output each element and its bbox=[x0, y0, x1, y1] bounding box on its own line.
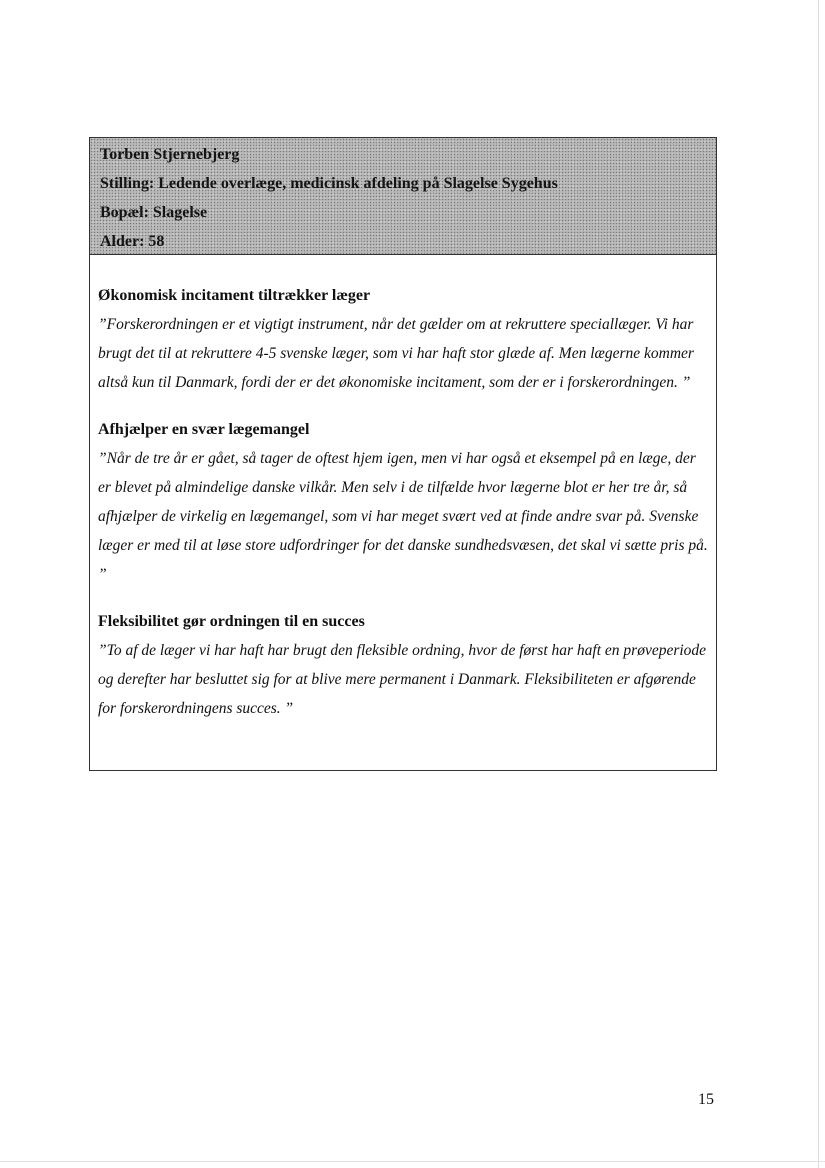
section-economic-incentive bbox=[98, 285, 708, 397]
section-heading: Afhjælper en svær lægemangel bbox=[98, 421, 310, 438]
section-quote: ”To af de læger vi har haft har brugt den fleksible ordning, hvor de først har haft en prøveperiode og derefter har besluttet sig for at blive mere permanent i Danmark. Fleksibiliteten er afgørende for forskerordningens succes. ” bbox=[98, 642, 707, 717]
profile-name: Torben Stjernebjerg bbox=[100, 146, 240, 163]
profile-content bbox=[90, 255, 716, 723]
page-number: 15 bbox=[698, 1091, 714, 1108]
profile-header bbox=[90, 138, 716, 255]
section-doctor-shortage bbox=[98, 419, 708, 589]
section-flexibility bbox=[98, 611, 708, 723]
profile-box bbox=[89, 137, 717, 771]
section-quote: ”Når de tre år er gået, så tager de oftest hjem igen, men vi har også et eksempel på en læge, der er blevet på almindelige danske vilkår. Men selv i de tilfælde hvor lægerne blot er her tre år, så afhjælper de virkelig en lægemangel, som vi har meget svært ved at finde andre svar på. Svenske læger er med til at løse store udfordringer for det danske sundhedsvæsen, det skal vi sætte pris på. ” bbox=[98, 450, 708, 583]
page-edge bbox=[818, 0, 819, 1168]
section-heading: Økonomisk incitament tiltrækker læger bbox=[98, 287, 371, 304]
section-quote: ”Forskerordningen er et vigtigt instrument, når det gælder om at rekruttere speciallæger. Vi har brugt det til at rekruttere 4-5 svenske læger, som vi har haft stor glæde af. Men lægerne kommer altså kun til Danmark, fordi der er det økonomiske incitament, som der er i forskerordningen. ” bbox=[98, 316, 694, 391]
page-edge-bottom bbox=[0, 1161, 825, 1162]
section-heading: Fleksibilitet gør ordningen til en succes bbox=[98, 613, 365, 630]
profile-residence: Bopæl: Slagelse bbox=[100, 204, 208, 221]
profile-age: Alder: 58 bbox=[100, 233, 165, 250]
profile-position: Stilling: Ledende overlæge, medicinsk afdeling på Slagelse Sygehus bbox=[100, 175, 558, 192]
